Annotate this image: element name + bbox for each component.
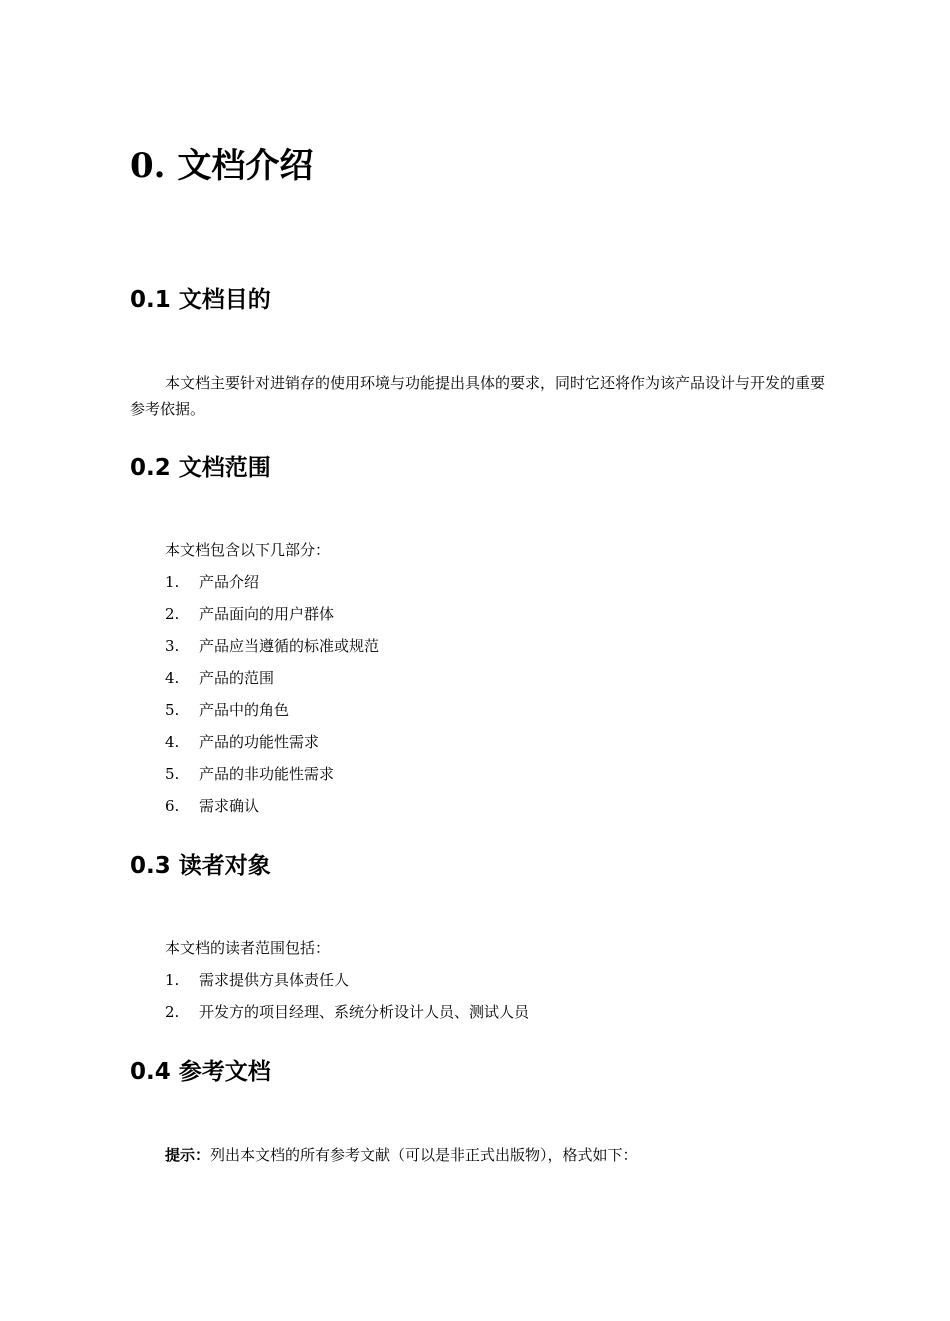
list-item-text: 开发方的项目经理、系统分析设计人员、测试人员	[199, 1003, 530, 1021]
list-item	[165, 763, 334, 785]
references-hint	[165, 1144, 638, 1166]
list-item-number: 2.	[165, 605, 180, 623]
list-item-text: 产品中的角色	[199, 701, 290, 719]
list-item-number: 1.	[165, 573, 180, 591]
list-item	[165, 667, 274, 689]
list-item-text: 产品面向的用户群体	[199, 605, 335, 623]
list-item-number: 1.	[165, 971, 180, 989]
list-item-number: 4.	[165, 733, 180, 751]
list-item	[165, 731, 319, 753]
list-item-number: 2.	[165, 1003, 180, 1021]
audience-intro: 本文档的读者范围包括：	[165, 939, 331, 957]
scope-intro: 本文档包含以下几部分：	[165, 541, 331, 559]
list-item-text: 产品的范围	[199, 669, 275, 687]
list-item-text: 产品的功能性需求	[199, 733, 320, 751]
purpose-text: 本文档主要针对进销存的使用环境与功能提出具体的要求，同时它还将作为该产品设计与开发的重要参考依据。	[130, 374, 826, 418]
purpose-paragraph	[130, 370, 830, 422]
list-item-text: 需求提供方具体责任人	[199, 971, 350, 989]
list-item	[165, 969, 349, 991]
list-item	[165, 635, 379, 657]
hint-label: 提示：	[165, 1146, 211, 1164]
list-item	[165, 699, 289, 721]
list-item	[165, 603, 334, 625]
list-item-text: 产品介绍	[199, 573, 260, 591]
document-title: 0. 文档介绍	[130, 146, 314, 186]
section-heading-purpose: 0.1 文档目的	[130, 287, 271, 313]
section-heading-scope: 0.2 文档范围	[130, 455, 271, 481]
list-item-number: 5.	[165, 765, 180, 783]
list-item-number: 5.	[165, 701, 180, 719]
list-item	[165, 795, 259, 817]
list-item-text: 需求确认	[199, 797, 260, 815]
hint-text: 列出本文档的所有参考文献（可以是非正式出版物），格式如下：	[210, 1146, 638, 1164]
list-item-text: 产品的非功能性需求	[199, 765, 335, 783]
section-heading-references: 0.4 参考文档	[130, 1059, 271, 1085]
list-item-number: 3.	[165, 637, 180, 655]
list-item-number: 4.	[165, 669, 180, 687]
list-item	[165, 1001, 529, 1023]
section-heading-audience: 0.3 读者对象	[130, 853, 271, 879]
list-item-number: 6.	[165, 797, 180, 815]
list-item	[165, 571, 259, 593]
list-item-text: 产品应当遵循的标准或规范	[199, 637, 380, 655]
